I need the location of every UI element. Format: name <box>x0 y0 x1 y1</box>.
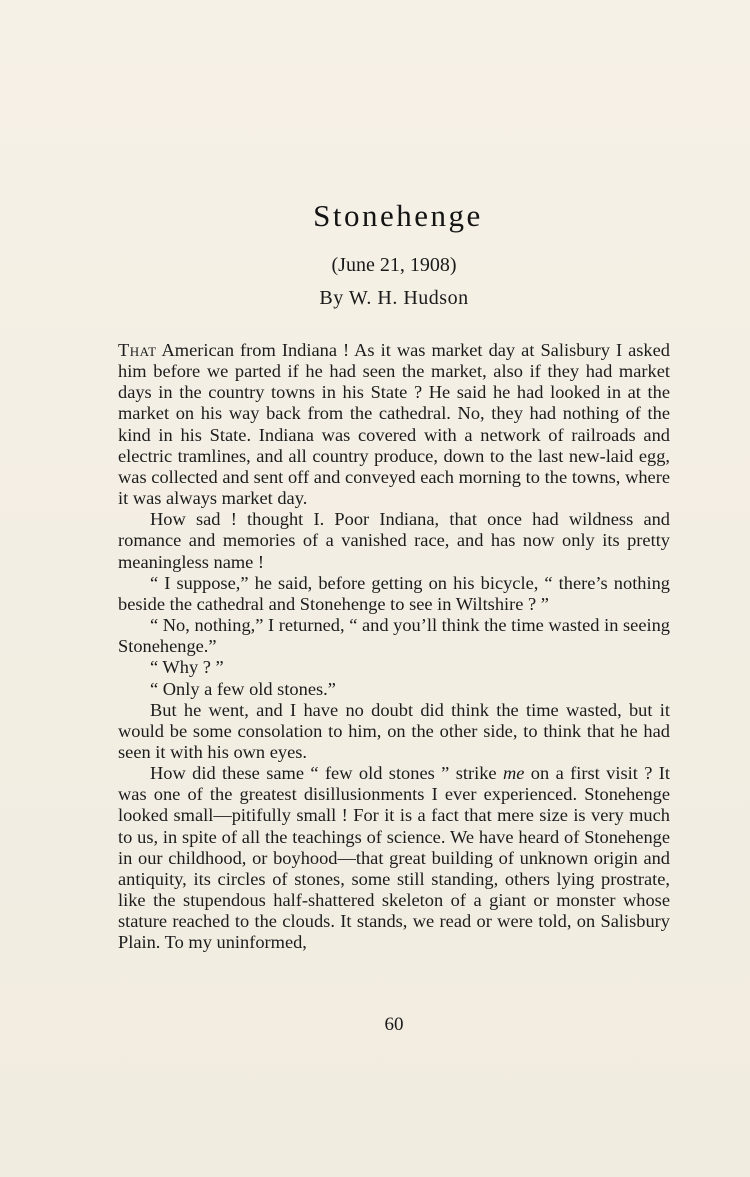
article-title: Stonehenge <box>313 198 483 233</box>
paragraph-text: How did these same “ few old stones ” strike <box>150 763 503 784</box>
paragraph <box>118 340 670 509</box>
paragraph-lead-smallcaps: That <box>118 340 157 360</box>
paragraph: But he went, and I have no doubt did think the time wasted, but it would be some consolation to him, on the other side, to think that he had seen it with his own eyes. <box>118 699 670 762</box>
paragraph-text: on a first visit ? It was one of the greatest disillusionments I ever experienced. Stonehenge looked small—pitifully small ! For it is a fact that mere size is very much to us, in spite of all the teachings of science. We have heard of Stonehenge in our childhood, or boyhood—that great building of unknown origin and antiquity, its circles of stones, some still standing, others lying prostrate, like the stupendous half-shattered skeleton of a giant or monster whose stature reached to the clouds. It stands, we read or were told, on Salisbury Plain. To my uninformed, <box>118 763 670 953</box>
emphasis-text: me <box>502 763 525 784</box>
paragraph: “ I suppose,” he said, before getting on his bicycle, “ there’s nothing beside the cathedral and Stonehenge to see in Wiltshire ? ” <box>118 572 670 614</box>
article-date: (June 21, 1908) <box>331 254 457 276</box>
paragraph: How sad ! thought I. Poor Indiana, that once had wildness and romance and memories of a vanished race, and has now only its pretty meaningless name ! <box>118 509 670 572</box>
paragraph: “ Why ? ” <box>150 657 224 678</box>
paragraph: “ Only a few old stones.” <box>150 678 336 699</box>
article-body <box>118 340 670 954</box>
page-number: 60 <box>384 1014 404 1035</box>
paragraph <box>118 763 670 953</box>
paragraph-text: American from Indiana ! As it was market day at Salisbury I asked him before we parted if he had seen the market, also if they had market days in the country towns in his State ? He said he had looked in at the market on his way back from the cathedral. No, they had nothing of the kind in his State. Indiana was covered with a network of railroads and electric tramlines, and all country produce, down to the last new-laid egg, was collected and sent off and conveyed each morning to the towns, where it was always market day. <box>118 340 670 509</box>
article-byline: By W. H. Hudson <box>319 287 469 309</box>
paragraph: “ No, nothing,” I returned, “ and you’ll think the time wasted in seeing Stonehenge.” <box>118 615 670 657</box>
